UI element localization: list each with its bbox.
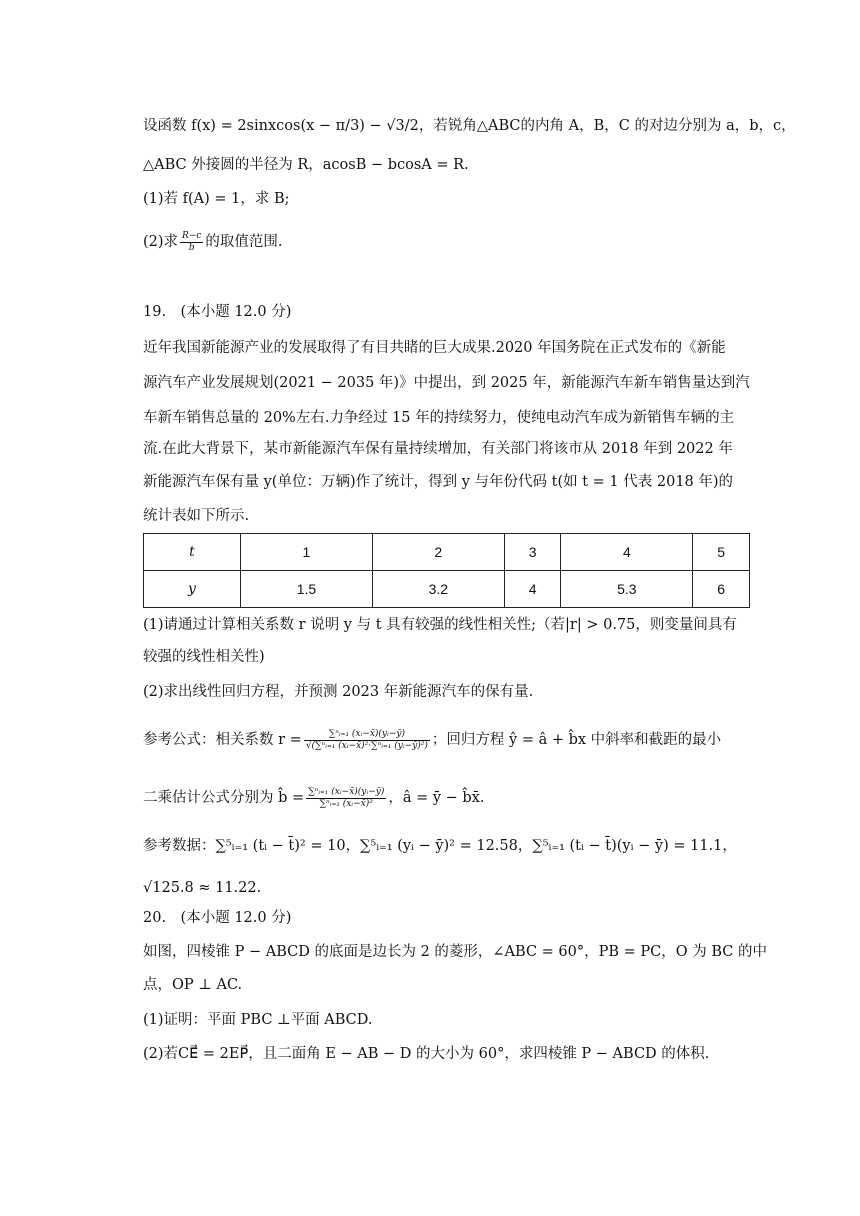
fraction-denominator: ∑ⁿᵢ₌₁ (xᵢ−x̄)² — [319, 798, 373, 809]
table-cell: 4 — [561, 534, 693, 571]
fraction-denominator: b — [188, 242, 195, 253]
q19-para-line: 近年我国新能源产业的发展取得了有目共睹的巨大成果.2020 年国务院在正式发布的《新能 — [143, 340, 726, 356]
table-cell: 1 — [241, 534, 373, 571]
fraction-numerator: ∑ⁿᵢ₌₁ (xᵢ−x̄)(yᵢ−ȳ) — [308, 786, 385, 797]
table-cell: 1.5 — [241, 571, 373, 608]
table-cell: 3 — [504, 534, 561, 571]
q19-header: 19. (本小题 12.0 分) — [143, 304, 292, 320]
q20-part2: (2)若CE⃗ = 2EP⃗，且二面角 E − AB − D 的大小为 60°，求四棱锥 P − ABCD 的体积. — [143, 1046, 710, 1062]
table-row-label-t: t — [144, 534, 241, 571]
q18-part2-suffix: 的取值范围. — [205, 234, 283, 250]
ref-formula2-prefix: 二乘估计公式分别为 b̂ = — [143, 790, 305, 806]
table-cell: 2 — [372, 534, 504, 571]
q19-para-line: 源汽车产业发展规划(2021 − 2035 年)》中提出，到 2025 年，新能源汽车新车销售量达到汽 — [143, 375, 750, 391]
q19-reference-data-line1: 参考数据：∑⁵ᵢ₌₁ (tᵢ − t̄)² = 10，∑⁵ᵢ₌₁ (yᵢ − ȳ)² = 12.58，∑⁵ᵢ₌₁ (tᵢ − t̄)(yᵢ − ȳ) = 11.1， — [143, 838, 737, 854]
ref-formula-mid: ；回归方程 ŷ = â + b̂x 中斜率和截距的最小 — [431, 732, 722, 748]
q20-line1: 如图，四棱锥 P − ABCD 的底面是边长为 2 的菱形，∠ABC = 60°，PB = PC，O 为 BC 的中 — [143, 944, 767, 960]
q18-part2 — [143, 227, 283, 257]
table-cell: 3.2 — [372, 571, 504, 608]
fraction-numerator: ∑ⁿᵢ₌₁ (xᵢ−x̄)(yᵢ−ȳ) — [304, 729, 430, 741]
table-row — [144, 534, 750, 571]
q18-part2-prefix: (2)求 — [143, 234, 179, 250]
ref-formula-prefix: 参考公式：相关系数 r = — [143, 732, 302, 748]
slope-fraction — [306, 787, 386, 810]
q19-para-line: 统计表如下所示. — [143, 508, 250, 524]
q18-intro-line1: 设函数 f(x) = 2sinxcos(x − π/3) − √3/2，若锐角△ABC的内角 A，B，C 的对边分别为 a，b，c， — [143, 118, 796, 134]
q19-part2: (2)求出线性回归方程，并预测 2023 年新能源汽车的保有量. — [143, 684, 534, 700]
table-cell: 4 — [504, 571, 561, 608]
q19-reference-formula-line2 — [143, 778, 484, 818]
q19-reference-formula-line1 — [143, 720, 721, 760]
q18-part1: (1)若 f(A) = 1，求 B; — [143, 191, 290, 207]
q20-part1: (1)证明：平面 PBC ⊥平面 ABCD. — [143, 1012, 373, 1028]
fraction-numerator: R−c — [182, 230, 202, 241]
table-row-label-y: y — [144, 571, 241, 608]
table-cell: 5.3 — [561, 571, 693, 608]
q19-part1-line1: (1)请通过计算相关系数 r 说明 y 与 t 具有较强的线性相关性;（若|r| > 0.75，则变量间具有 — [143, 617, 737, 633]
q20-line2: 点，OP ⊥ AC. — [143, 977, 243, 993]
statistics-table — [143, 533, 750, 608]
q19-para-line: 流.在此大背景下，某市新能源汽车保有量持续增加，有关部门将该市从 2018 年到 2022 年 — [143, 441, 733, 457]
q18-intro-line2: △ABC 外接圆的半径为 R，acosB − bcosA = R. — [143, 157, 469, 173]
table-row — [144, 571, 750, 608]
q19-para-line: 新能源汽车保有量 y(单位：万辆)作了统计，得到 y 与年份代码 t(如 t = 1 代表 2018 年)的 — [143, 474, 734, 490]
q20-header: 20. (本小题 12.0 分) — [143, 910, 292, 926]
q19-part1-line2: 较强的线性相关性) — [143, 649, 265, 665]
table-cell: 5 — [693, 534, 750, 571]
table-cell: 6 — [693, 571, 750, 608]
ref-formula2-suffix: ，â = ȳ − b̂x̄. — [388, 790, 485, 806]
q19-para-line: 车新车销售总量的 20%左右.力争经过 15 年的持续努力，使纯电动汽车成为新销售车辆的主 — [143, 410, 735, 426]
q19-reference-data-line2: √125.8 ≈ 11.22. — [143, 880, 262, 896]
q18-part2-fraction — [180, 231, 203, 254]
correlation-fraction — [304, 729, 430, 752]
fraction-denominator: √(∑ⁿᵢ₌₁ (xᵢ−x̄)²·∑ⁿᵢ₌₁ (yᵢ−ȳ)²) — [305, 740, 428, 751]
